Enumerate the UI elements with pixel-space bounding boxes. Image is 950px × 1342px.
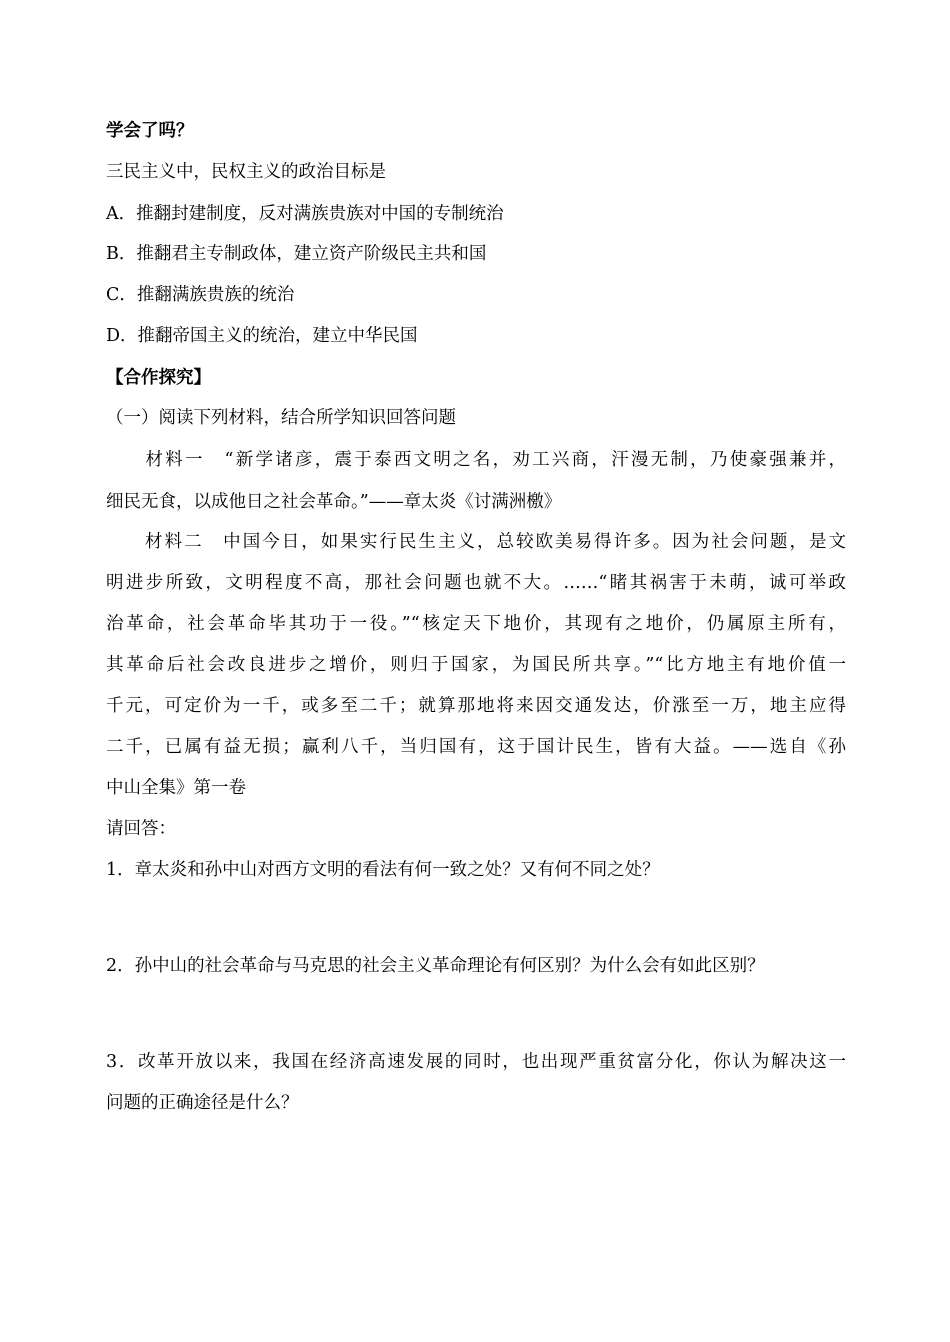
material2-line: 材料二 中国今日，如果实行民生主义，总较欧美易得许多。因为社会问题，是文 [106,532,846,552]
material2-line: 其革命后社会改良进步之增价，则归于国家，为国民所共享。”“比方地主有地价值一 [106,655,846,675]
quiz-question: 三民主义中，民权主义的政治目标是 [106,162,386,182]
material2-line: 二千，已属有益无损；赢利八千，当归国有，这于国计民生，皆有大益。——选自《孙 [106,737,846,757]
quiz-option-a: A．推翻封建制度，反对满族贵族对中国的专制统治 [106,204,504,224]
material2-line: 明进步所致，文明程度不高，那社会问题也就不大。……“睹其祸害于未萌，诚可举政 [106,573,846,593]
quiz-option-b: B．推翻君主专制政体，建立资产阶级民主共和国 [106,244,487,264]
section-heading: 【合作探究】 [106,368,211,388]
material2-line: 千元，可定价为一千，或多至二千；就算那地将来因交通发达，价涨至一万，地主应得 [106,696,846,716]
material2-line: 治革命，社会革命毕其功于一役。”“核定天下地价，其现有之地价，仍属原主所有， [106,614,846,634]
material1-line: 细民无食，以成他日之社会革命。”——章太炎《讨满洲檄》 [106,492,562,512]
quiz-option-d: D．推翻帝国主义的统治，建立中华民国 [106,326,418,346]
quiz-option-c: C．推翻满族贵族的统治 [106,285,295,305]
answer-prompt: 请回答： [106,819,176,839]
section-intro: （一）阅读下列材料，结合所学知识回答问题 [106,408,456,428]
question-3-line: 问题的正确途径是什么？ [106,1093,299,1113]
question-3-line: 3．改革开放以来，我国在经济高速发展的同时，也出现严重贫富分化，你认为解决这一 [106,1052,846,1072]
material1-line: 材料一 “新学诸彦，震于泰西文明之名，劝工兴商，汗漫无制，乃使豪强兼并， [106,450,846,470]
material2-line: 中山全集》第一卷 [106,778,246,798]
question-1: 1．章太炎和孙中山对西方文明的看法有何一致之处？又有何不同之处？ [106,860,660,880]
question-2: 2．孙中山的社会革命与马克思的社会主义革命理论有何区别？为什么会有如此区别？ [106,956,765,976]
quiz-heading: 学会了吗？ [106,121,194,141]
